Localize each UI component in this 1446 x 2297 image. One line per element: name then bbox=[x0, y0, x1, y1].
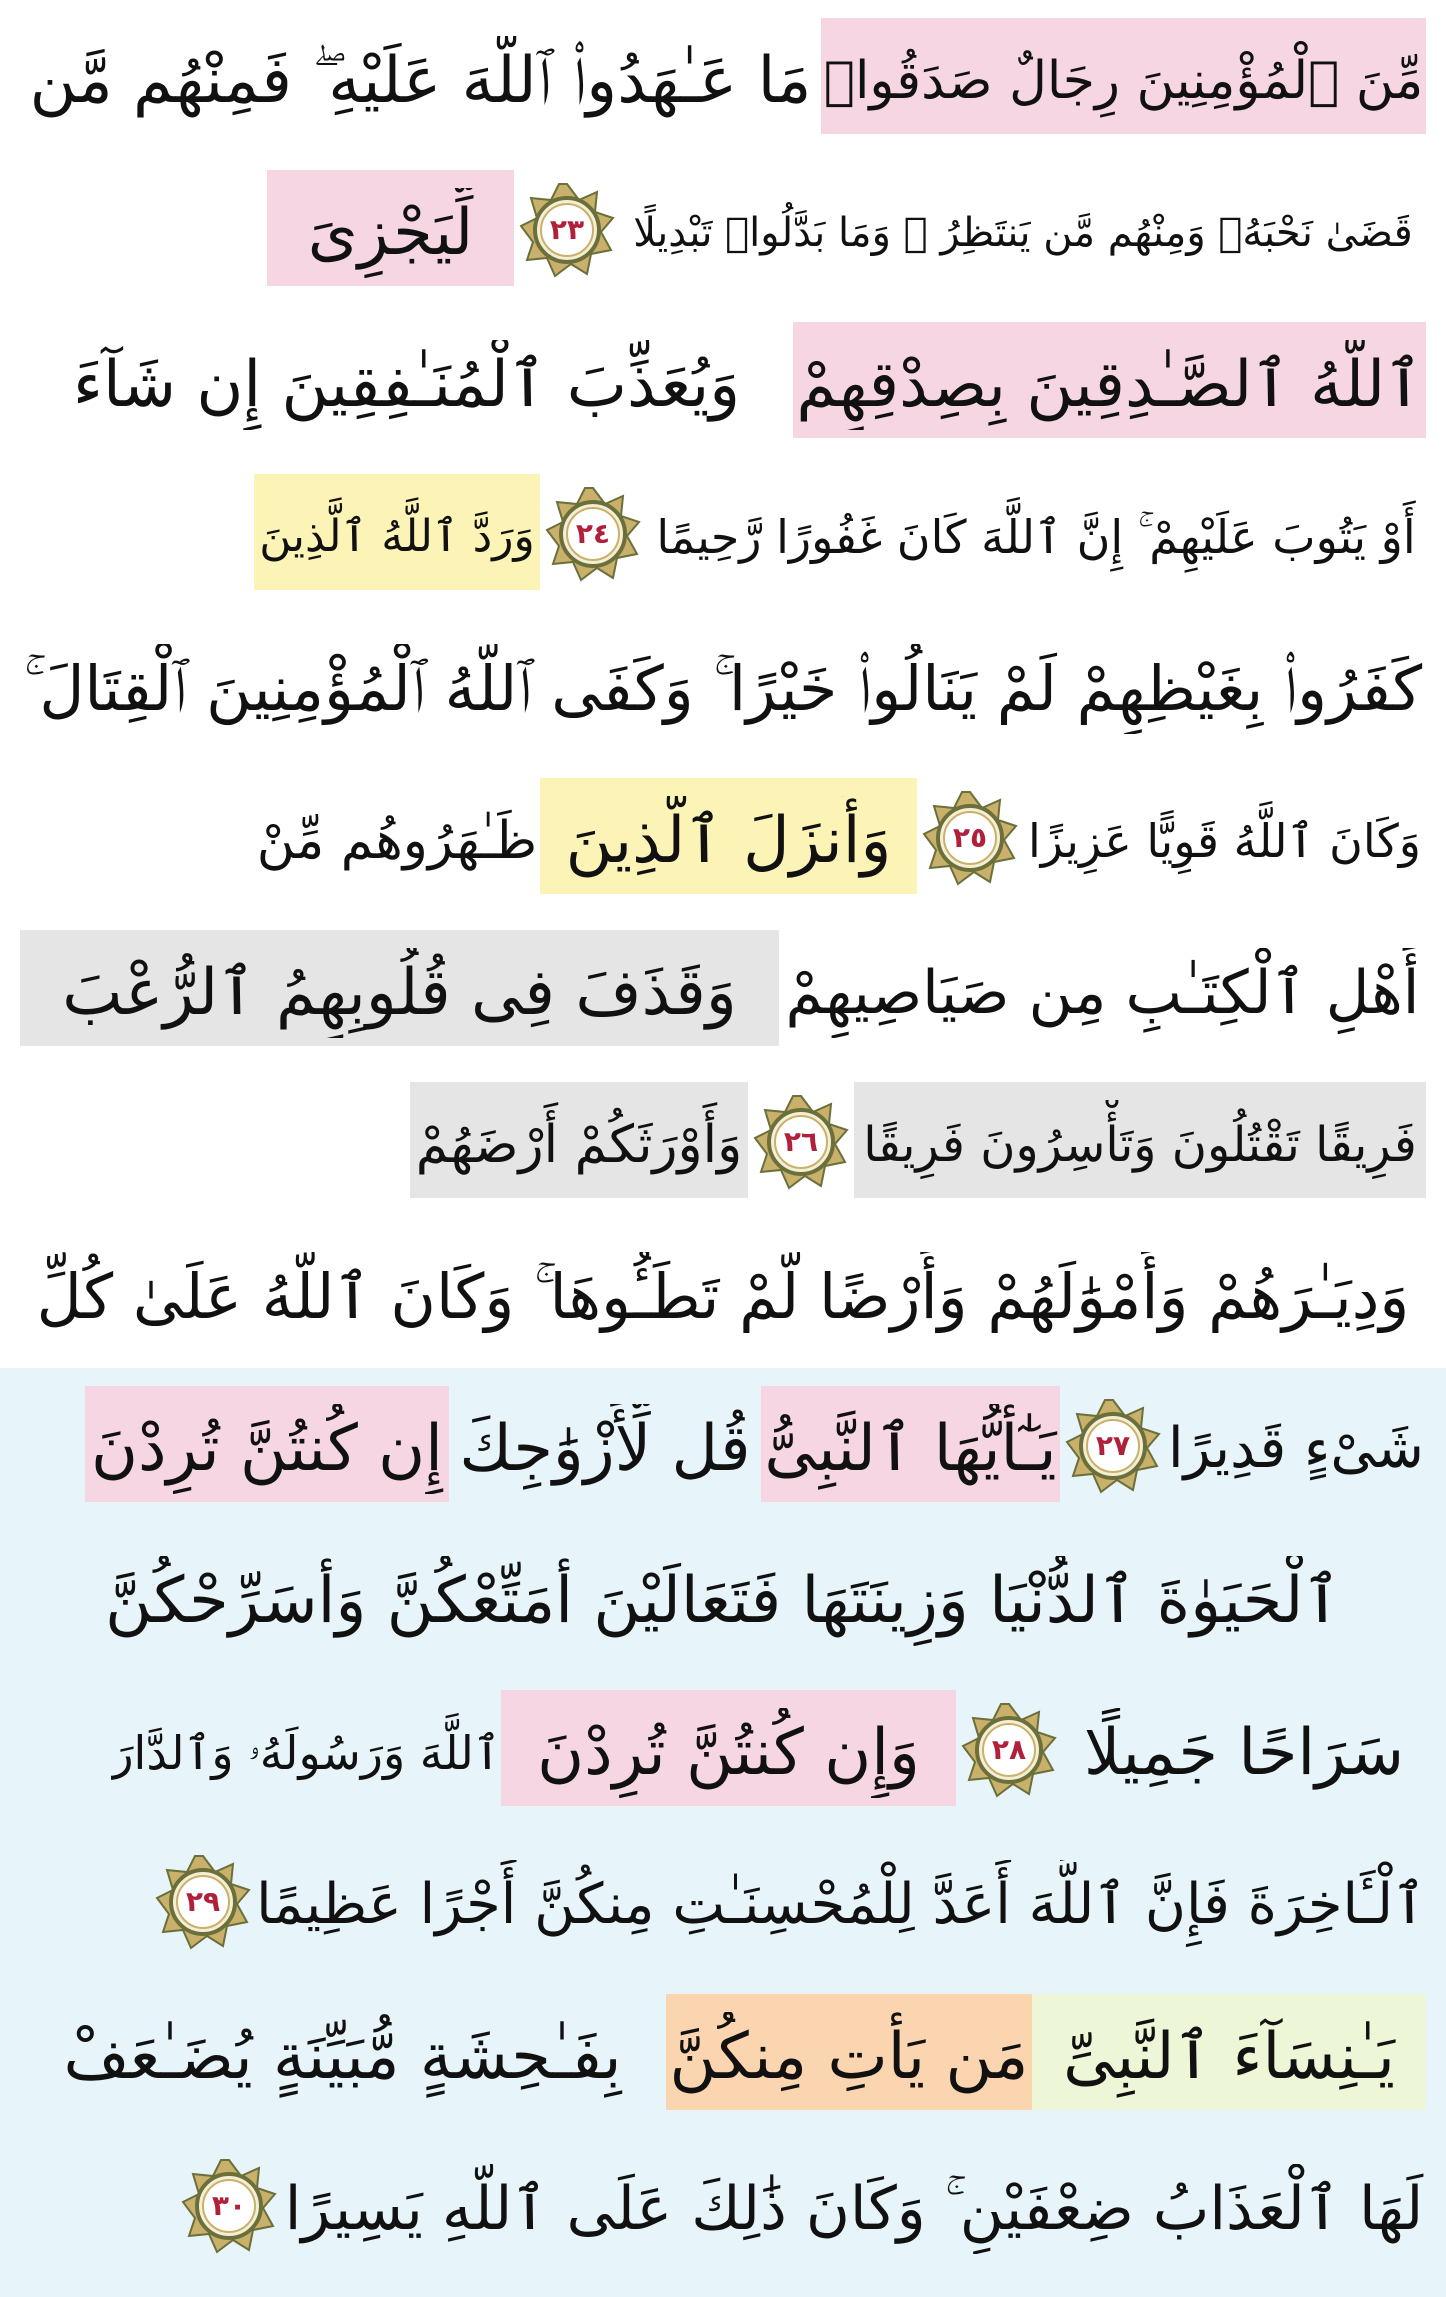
highlighted-phrase bbox=[666, 1984, 1032, 2120]
highlighted-phrase bbox=[761, 1376, 1060, 1512]
verse-text: فَرِيقًا تَقْتُلُونَ وَتَأْسِرُونَ فَرِيقًا bbox=[863, 1117, 1417, 1173]
verse-text: ٱلْحَيَوٰةَ ٱلدُّنْيَا وَزِينَتَهَا فَتَعَالَيْنَ أُمَتِّعْكُنَّ وَأُسَرِّحْكُنَّ bbox=[105, 1564, 1341, 1638]
verse-line bbox=[0, 1376, 1446, 1512]
ayah-number: ٣٠ bbox=[211, 2189, 247, 2222]
verse-phrase bbox=[449, 1376, 761, 1512]
verse-phrase bbox=[1062, 1680, 1426, 1816]
verse-line bbox=[0, 8, 1446, 144]
ayah-number-marker bbox=[155, 1854, 251, 1950]
verse-phrase bbox=[620, 160, 1426, 296]
verse-line bbox=[0, 1224, 1446, 1360]
verse-text: أَهْلِ ٱلْكِتَـٰبِ مِن صَيَاصِيهِمْ bbox=[785, 958, 1420, 1028]
verse-line bbox=[0, 1072, 1446, 1208]
verse-line bbox=[0, 2136, 1446, 2272]
verse-phrase bbox=[1166, 1376, 1426, 1512]
verse-phrase bbox=[19, 1984, 666, 2120]
ayah-number-marker bbox=[545, 486, 641, 582]
ayah-number-marker bbox=[961, 1702, 1057, 1798]
verse-text: لَهَا ٱلْعَذَابُ ضِعْفَيْنِ ۚ وَكَانَ ذَٰلِكَ عَلَى ٱللَّهِ يَسِيرًا bbox=[284, 2174, 1424, 2244]
verse-phrase bbox=[20, 8, 821, 144]
verse-phrase bbox=[779, 920, 1426, 1056]
verse-text: قَضَىٰ نَحْبَهُۥ وَمِنْهُم مَّن يَنتَظِرُ ۖ وَمَا بَدَّلُوا۟ تَبْدِيلًا bbox=[633, 210, 1413, 256]
verse-line bbox=[0, 464, 1446, 600]
verse-text: وَأَنزَلَ ٱلَّذِينَ bbox=[565, 804, 892, 878]
verse-text: ٱلْـَٔاخِرَةَ فَإِنَّ ٱللَّهَ أَعَدَّ لِلْمُحْسِنَـٰتِ مِنكُنَّ أَجْرًا عَظِيمًا bbox=[256, 1872, 1426, 1937]
verse-text: وَقَذَفَ فِى قُلُوبِهِمُ ٱلرُّعْبَ bbox=[62, 956, 737, 1030]
ayah-number-marker bbox=[1065, 1398, 1161, 1494]
verse-line bbox=[0, 1832, 1446, 1968]
verse-text: وَإِن كُنتُنَّ تُرِدْنَ bbox=[537, 1716, 920, 1790]
verse-line bbox=[0, 768, 1446, 904]
ayah-number: ٢٩ bbox=[185, 1885, 221, 1918]
ayah-number-marker bbox=[519, 182, 615, 278]
verse-phrase bbox=[20, 312, 793, 448]
highlighted-phrase bbox=[20, 920, 779, 1056]
verse-text: وَيُعَذِّبَ ٱلْمُنَـٰفِقِينَ إِن شَآءَ bbox=[72, 348, 741, 422]
highlighted-phrase bbox=[854, 1072, 1426, 1208]
highlighted-phrase bbox=[540, 768, 917, 904]
verse-text: مِّنَ ٱلْمُؤْمِنِينَ رِجَالٌ صَدَقُوا۟ bbox=[823, 51, 1424, 111]
verse-text: ٱللَّهَ وَرَسُولَهُۥ وَٱلدَّارَ bbox=[111, 1726, 501, 1780]
verse-text: مَا عَـٰهَدُوا۟ ٱللَّهَ عَلَيْهِ ۖ فَمِنْهُم مَّن bbox=[29, 44, 812, 118]
verse-text: قُل لِّأَزْوَٰجِكَ bbox=[459, 1412, 751, 1486]
verse-text: مَن يَأْتِ مِنكُنَّ bbox=[669, 2020, 1029, 2094]
verse-text: وَرَدَّ ٱللَّهُ ٱلَّذِينَ bbox=[259, 511, 535, 562]
verse-phrase bbox=[20, 616, 1426, 752]
highlighted-phrase bbox=[85, 1376, 449, 1512]
verse-text: إِن كُنتُنَّ تُرِدْنَ bbox=[91, 1412, 443, 1486]
verse-text: وَأَوْرَثَكُمْ أَرْضَهُمْ bbox=[415, 1115, 743, 1175]
ayah-number: ٢٨ bbox=[991, 1733, 1027, 1766]
highlighted-phrase bbox=[254, 464, 540, 600]
verse-line bbox=[0, 920, 1446, 1056]
highlighted-phrase bbox=[267, 160, 514, 296]
verse-line bbox=[0, 1680, 1446, 1816]
verse-text: وَكَانَ ٱللَّهُ قَوِيًّا عَزِيزًا bbox=[1028, 814, 1421, 868]
verse-phrase bbox=[254, 768, 540, 904]
verse-text: كَفَرُوا۟ بِغَيْظِهِمْ لَمْ يَنَالُوا۟ خَيْرًا ۚ وَكَفَى ٱللَّهُ ٱلْمُؤْمِنِينَ ٱلْقِتَالَ ۚ bbox=[23, 652, 1423, 725]
verse-text: لِّيَجْزِىَ bbox=[307, 196, 474, 270]
verse-text: ظَـٰهَرُوهُم مِّنْ bbox=[256, 811, 538, 871]
verse-phrase bbox=[646, 464, 1426, 600]
verse-text: يَـٰنِسَآءَ ٱلنَّبِىِّ bbox=[1063, 2020, 1395, 2094]
verse-text: بِفَـٰحِشَةٍ مُّبَيِّنَةٍ يُضَـٰعَفْ bbox=[63, 2020, 622, 2094]
highlighted-phrase bbox=[821, 8, 1426, 144]
verse-phrase bbox=[1023, 768, 1426, 904]
highlighted-phrase bbox=[793, 312, 1426, 448]
verse-text: ٱللَّهُ ٱلصَّـٰدِقِينَ بِصِدْقِهِمْ bbox=[796, 348, 1423, 422]
ayah-number: ٢٣ bbox=[549, 213, 585, 246]
ayah-number-marker bbox=[753, 1094, 849, 1190]
verse-text: أَوْ يَتُوبَ عَلَيْهِمْ ۚ إِنَّ ٱللَّهَ كَانَ غَفُورًا رَّحِيمًا bbox=[656, 510, 1416, 564]
ayah-number-marker bbox=[922, 790, 1018, 886]
verse-text: يَـٰٓأَيُّهَا ٱلنَّبِىُّ bbox=[764, 1412, 1057, 1486]
verse-phrase bbox=[20, 1528, 1426, 1664]
verse-line bbox=[0, 1528, 1446, 1664]
verse-line bbox=[0, 1984, 1446, 2120]
highlighted-phrase bbox=[1032, 1984, 1426, 2120]
ayah-number: ٢٦ bbox=[783, 1125, 819, 1158]
verse-text: سَرَاحًا جَمِيلًا bbox=[1083, 1716, 1405, 1790]
verse-phrase bbox=[256, 1832, 1426, 1968]
verse-line bbox=[0, 160, 1446, 296]
verse-text: شَىْءٍ قَدِيرًا bbox=[1168, 1416, 1424, 1481]
ayah-number: ٢٧ bbox=[1095, 1429, 1131, 1462]
verse-line bbox=[0, 616, 1446, 752]
ayah-number: ٢٤ bbox=[575, 517, 611, 550]
verse-phrase bbox=[111, 1680, 501, 1816]
highlighted-phrase bbox=[501, 1680, 956, 1816]
verse-text: وَدِيَـٰرَهُمْ وَأَمْوَٰلَهُمْ وَأَرْضًا لَّمْ تَطَـُٔوهَا ۚ وَكَانَ ٱللَّهُ عَلَىٰ كُلِّ bbox=[36, 1260, 1410, 1333]
verse-line bbox=[0, 312, 1446, 448]
ayah-number-marker bbox=[181, 2158, 277, 2254]
ayah-number: ٢٥ bbox=[952, 821, 988, 854]
highlighted-phrase bbox=[410, 1072, 748, 1208]
verse-phrase bbox=[282, 2136, 1426, 2272]
verse-phrase bbox=[20, 1224, 1426, 1360]
